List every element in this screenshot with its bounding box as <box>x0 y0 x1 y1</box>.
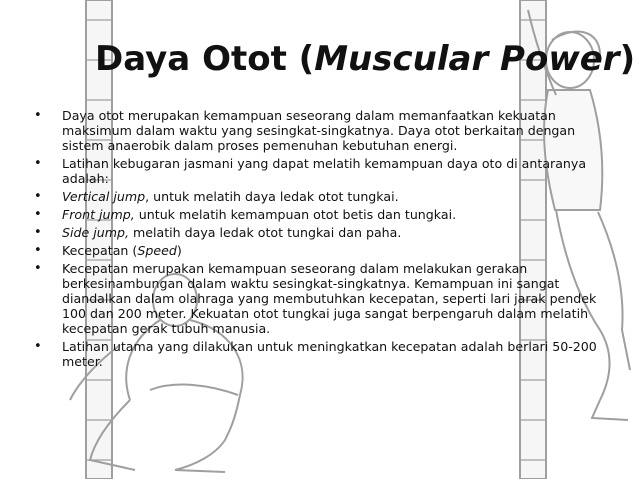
bullet-text: Latihan utama yang dilakukan untuk meningkatkan kecepatan adalah berlari 50-200 meter. <box>62 339 597 369</box>
bullet-text: Daya otot merupakan kemampuan seseorang dalam memanfaatkan kekuatan maksimum dalam waktu yang sesingkat-singkatnya. Daya otot berkaitan dengan sistem anaerobik dalam proses pemenuhan kebutuhan energi. <box>62 108 576 153</box>
bullet-list <box>34 108 604 372</box>
bullet-text: Kecepatan merupakan kemampuan seseorang dalam melakukan gerakan berkesinambungan dalam waktu sesingkat-singkatnya. Kemampuan ini sangat diandalkan dalam olahraga yang membutuhkan kecepatan, seperti lari jarak pendek 100 dan 200 meter. Kekuatan otot tungkai juga sangat berpengaruh dalam melatih kecepatan gerak tubuh manusia. <box>62 261 597 336</box>
bullet-emphasis: Side jump, <box>62 225 129 240</box>
bullet-item <box>34 339 604 369</box>
title-italic: Muscular Power <box>314 39 620 79</box>
bullet-text: untuk melatih kemampuan otot betis dan tungkai. <box>134 207 457 222</box>
bullet-text: melatih daya ledak otot tungkai dan paha. <box>128 225 402 240</box>
bullet-item <box>34 156 604 186</box>
title-end: ) <box>619 39 636 79</box>
title-main: Daya Otot ( <box>95 39 315 79</box>
bullet-emphasis: Speed <box>137 243 177 258</box>
bullet-item <box>34 243 604 258</box>
bullet-item <box>34 261 604 336</box>
bullet-text: , untuk melatih daya ledak otot tungkai. <box>145 189 399 204</box>
bullet-item <box>34 189 604 204</box>
bullet-prefix: Kecepatan ( <box>62 243 138 258</box>
bullet-text: Latihan kebugaran jasmani yang dapat melatih kemampuan daya oto di antaranya adalah: <box>62 156 587 186</box>
bullet-text: ) <box>176 243 182 258</box>
bullet-item <box>34 108 604 153</box>
slide-title <box>95 40 635 79</box>
bullet-item <box>34 207 604 222</box>
bullet-item <box>34 225 604 240</box>
bullet-emphasis: Front jump, <box>62 207 135 222</box>
bullet-emphasis: Vertical jump <box>62 189 146 204</box>
